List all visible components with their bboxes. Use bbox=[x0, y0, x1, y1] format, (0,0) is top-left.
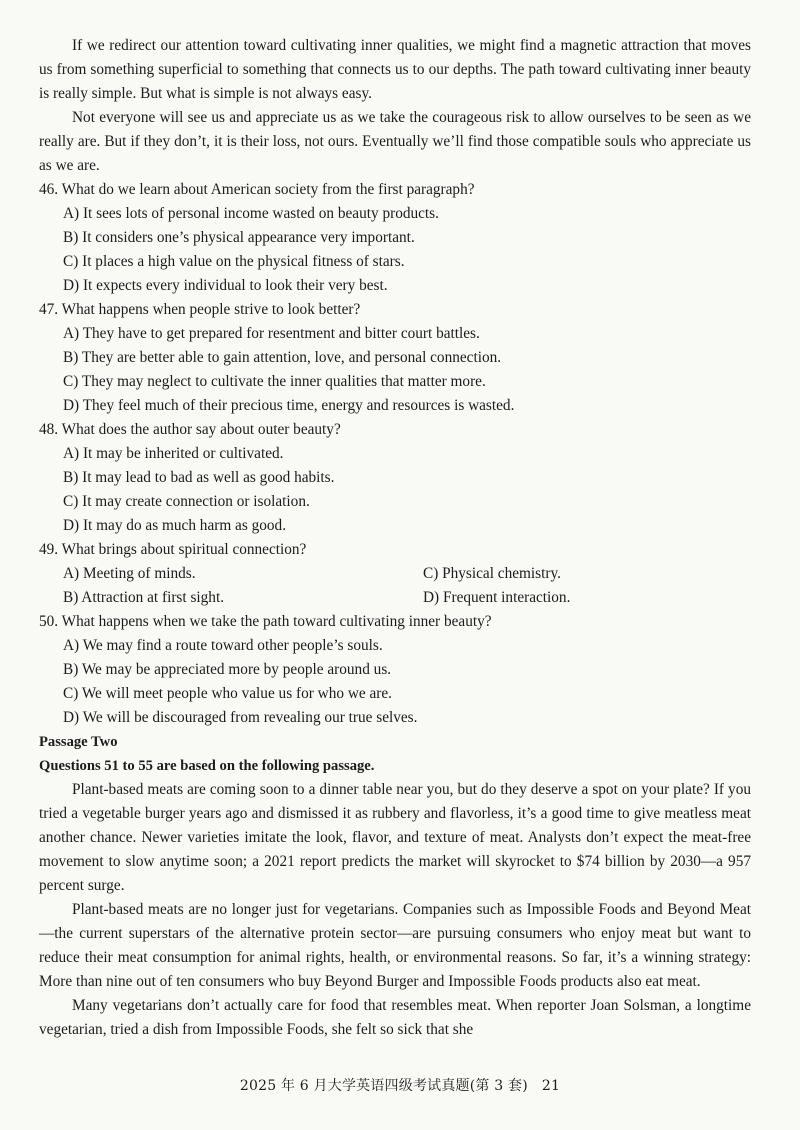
option-c: C) It may create connection or isolation. bbox=[63, 493, 310, 510]
exam-page bbox=[39, 34, 751, 1042]
option-a: A) Meeting of minds. bbox=[63, 565, 196, 582]
footer-title: 2025 年 6 月大学英语四级考试真题(第 3 套) bbox=[239, 1078, 528, 1094]
question-50 bbox=[39, 610, 751, 730]
option-a: A) We may find a route toward other people’s souls. bbox=[63, 637, 383, 654]
intro-paragraph-1: If we redirect our attention toward cultivating inner qualities, we might find a magnetic attraction that moves us from something superficial to something that connects us to our depths. The path toward cultivating inner beauty is really simple. But what is simple is not always easy. bbox=[39, 37, 751, 102]
passage-paragraph-2: Plant-based meats are no longer just for vegetarians. Companies such as Impossible Foods and Beyond Meat—the current superstars of the alternative protein sector—are pursuing consumers who enjoy meat but want to reduce their meat consumption for animal rights, health, or environmental reasons. So far, it’s a winning strategy: More than nine out of ten consumers who buy Beyond Burger and Impossible Foods products also eat meat. bbox=[39, 901, 751, 990]
option-b: B) It considers one’s physical appearance very important. bbox=[63, 229, 415, 246]
option-b: B) It may lead to bad as well as good habits. bbox=[63, 469, 335, 486]
option-c: C) It places a high value on the physical fitness of stars. bbox=[63, 253, 405, 270]
option-c: C) Physical chemistry. bbox=[423, 565, 561, 582]
question-46 bbox=[39, 178, 751, 298]
option-d: D) They feel much of their precious time, energy and resources is wasted. bbox=[63, 397, 515, 414]
passage-heading: Passage Two bbox=[39, 734, 118, 750]
option-d: D) It expects every individual to look their very best. bbox=[63, 277, 388, 294]
question-48 bbox=[39, 418, 751, 538]
page-footer bbox=[0, 1074, 800, 1098]
question-47 bbox=[39, 298, 751, 418]
passage-paragraph-3: Many vegetarians don’t actually care for food that resembles meat. When reporter Joan Solsman, a longtime vegetarian, tried a dish from Impossible Foods, she felt so sick that she bbox=[39, 997, 751, 1038]
intro-paragraph-2: Not everyone will see us and appreciate us as we take the courageous risk to allow ourselves to be seen as we really are. But if they don’t, it is their loss, not ours. Eventually we’ll find those compatible souls who appreciate us as we are. bbox=[39, 109, 751, 174]
option-a: A) It sees lots of personal income wasted on beauty products. bbox=[63, 205, 439, 222]
option-b: B) We may be appreciated more by people around us. bbox=[63, 661, 392, 678]
option-c: C) We will meet people who value us for who we are. bbox=[63, 685, 392, 702]
passage-paragraph-1: Plant-based meats are coming soon to a dinner table near you, but do they deserve a spot on your plate? If you tried a vegetable burger years ago and dismissed it as rubbery and flavorless, it’s a good time to give meatless meat another chance. Newer varieties imitate the look, flavor, and texture of meat. Analysts don’t expect the meat-free movement to slow anytime soon; a 2021 report predicts the market will skyrocket to $74 billion by 2030—a 957 percent surge. bbox=[39, 781, 751, 894]
question-stem: 46. What do we learn about American society from the first paragraph? bbox=[39, 181, 475, 198]
passage-instruction: Questions 51 to 55 are based on the following passage. bbox=[39, 758, 375, 774]
option-c: C) They may neglect to cultivate the inner qualities that matter more. bbox=[63, 373, 486, 390]
option-d: D) We will be discouraged from revealing our true selves. bbox=[63, 709, 418, 726]
option-a: A) It may be inherited or cultivated. bbox=[63, 445, 284, 462]
options-grid bbox=[39, 562, 751, 610]
question-stem: 48. What does the author say about outer beauty? bbox=[39, 421, 341, 438]
option-d: D) Frequent interaction. bbox=[423, 589, 571, 606]
page-number: 21 bbox=[541, 1078, 561, 1094]
option-b: B) They are better able to gain attention, love, and personal connection. bbox=[63, 349, 502, 366]
question-stem: 50. What happens when we take the path toward cultivating inner beauty? bbox=[39, 613, 492, 630]
question-stem: 49. What brings about spiritual connection? bbox=[39, 541, 307, 558]
option-a: A) They have to get prepared for resentment and bitter court battles. bbox=[63, 325, 480, 342]
question-stem: 47. What happens when people strive to look better? bbox=[39, 301, 361, 318]
question-49 bbox=[39, 538, 751, 610]
option-b: B) Attraction at first sight. bbox=[63, 589, 225, 606]
option-d: D) It may do as much harm as good. bbox=[63, 517, 287, 534]
